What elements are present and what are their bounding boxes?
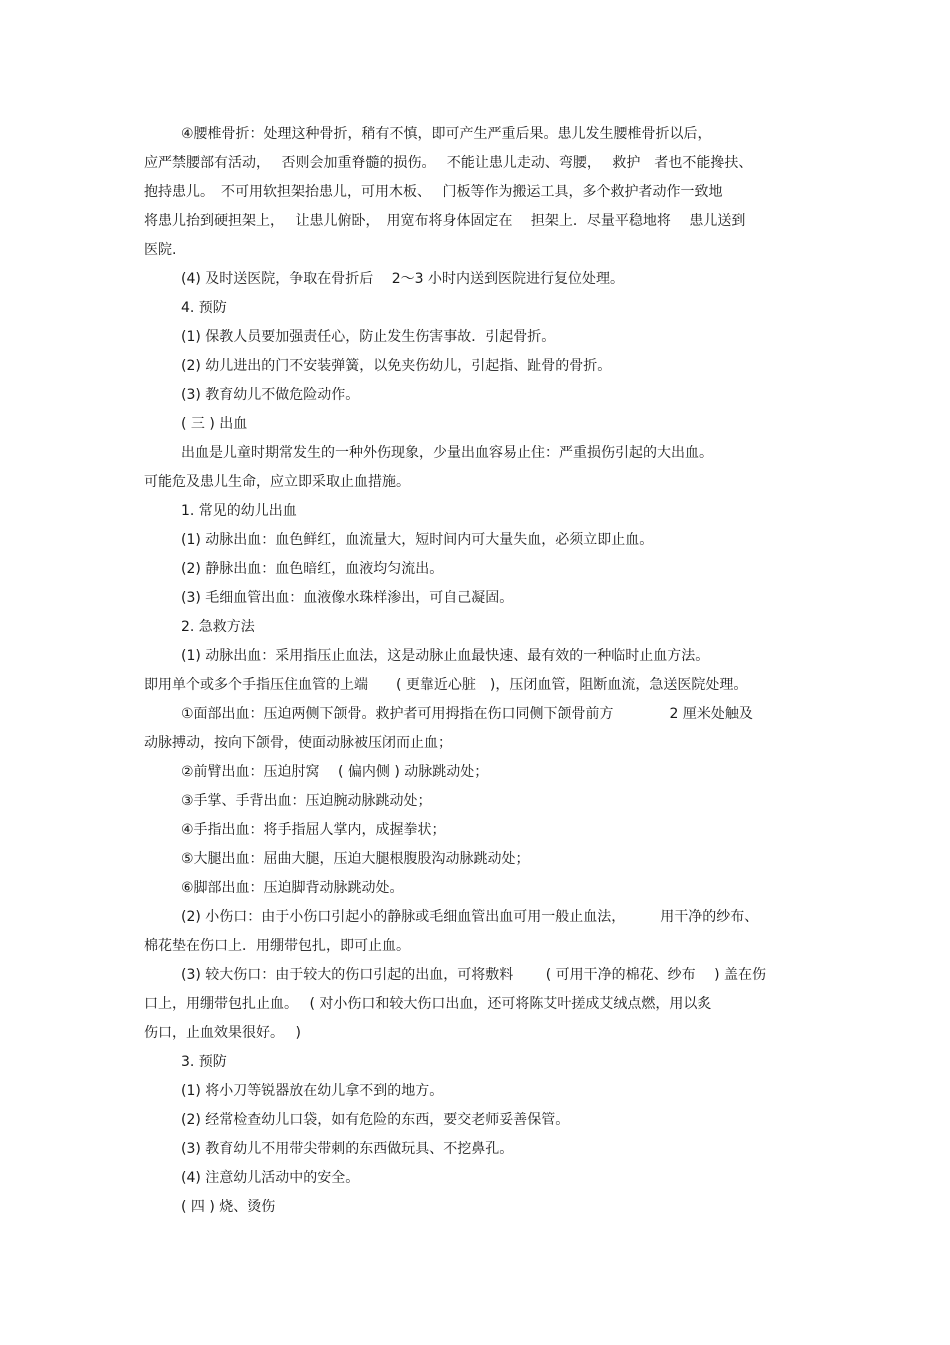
list-item: ④手指出血：将手指屈人掌内，成握拳状； [181,822,446,838]
section-heading: 1. 常见的幼儿出血 [181,503,297,519]
paragraph-line: 可能危及患儿生命，应立即采取止血措施。 [144,474,410,490]
paragraph-line: 医院. [144,242,177,258]
list-item: (3) 教育幼儿不用带尖带刺的东西做玩具、不挖鼻孔。 [181,1141,514,1157]
list-item: ②前臂出血：压迫肘窝 ( 偏内侧 ) 动脉跳动处； [181,764,489,780]
paragraph-line: 抱持患儿。 不可用软担架抬患儿，可用木板、 门板等作为搬运工具，多个救护者动作一致地 [144,184,723,200]
list-item: (1) 将小刀等锐器放在幼儿拿不到的地方。 [181,1083,444,1099]
list-item: ⑥脚部出血：压迫脚背动脉跳动处。 [181,880,404,896]
paragraph-line: 口上，用绷带包扎止血。 ( 对小伤口和较大伤口出血，还可将陈艾叶搓成艾绒点燃，用以炙 [144,996,712,1012]
list-item: (2) 静脉出血：血色暗红，血液均匀流出。 [181,561,444,577]
paragraph-line: 伤口，止血效果很好。 ) [144,1025,301,1041]
list-item: (3) 教育幼儿不做危险动作。 [181,387,360,403]
list-item: (4) 注意幼儿活动中的安全。 [181,1170,360,1186]
list-item: (1) 动脉出血：采用指压止血法，这是动脉止血最快速、最有效的一种临时止血方法。 [181,648,710,664]
paragraph-line: 应严禁腰部有活动， 否则会加重脊髓的损伤。 不能让患儿走动、弯腰， 救护 者也不能搀扶、 [144,155,753,171]
list-item: ③手掌、手背出血：压迫腕动脉跳动处； [181,793,432,809]
section-heading: 2. 急救方法 [181,619,255,635]
list-item: (3) 较大伤口：由于较大的伤口引起的出血，可将敷料 ( 可用干净的棉花、纱布 ) 盖在伤 [181,967,767,983]
paragraph-line: (4) 及时送医院，争取在骨折后 2～3 小时内送到医院进行复位处理。 [181,271,624,287]
list-item: (1) 保教人员要加强责任心，防止发生伤害事故．引起骨折。 [181,329,556,345]
paragraph-line: 出血是儿童时期常发生的一种外伤现象，少量出血容易止住：严重损伤引起的大出血。 [181,445,713,461]
list-item: (1) 动脉出血：血色鲜红，血流量大，短时间内可大量失血，必须立即止血。 [181,532,654,548]
section-heading: 3. 预防 [181,1054,227,1070]
list-item: (2) 经常检查幼儿口袋，如有危险的东西，要交老师妥善保管。 [181,1112,570,1128]
paragraph-line: ④腰椎骨折：处理这种骨折，稍有不慎，即可产生严重后果。患儿发生腰椎骨折以后， [181,126,712,142]
list-item: (3) 毛细血管出血：血液像水珠样渗出，可自己凝固。 [181,590,514,606]
list-item: (2) 小伤口：由于小伤口引起小的静脉或毛细血管出血可用一般止血法， 用干净的纱布、 [181,909,759,925]
section-heading: ( 三 ) 出血 [181,416,248,432]
paragraph-line: 将患儿抬到硬担架上， 让患儿俯卧， 用宽布将身体固定在 担架上．尽量平稳地将 患儿送到 [144,213,746,229]
list-item: (2) 幼儿进出的门不安装弹簧，以免夹伤幼儿，引起指、趾骨的骨折。 [181,358,612,374]
list-item: ①面部出血：压迫两侧下颌骨。救护者可用拇指在伤口同侧下颌骨前方 2 厘米处触及 [181,706,753,722]
paragraph-line: 动脉搏动，按向下颌骨，使面动脉被压闭而止血； [144,735,452,751]
paragraph-line: 即用单个或多个手指压住血管的上端 ( 更靠近心脏 )，压闭血管，阻断血流，急送医院处理。 [144,677,748,693]
list-item: ⑤大腿出血：屈曲大腿，压迫大腿根腹股沟动脉跳动处； [181,851,530,867]
section-heading: 4. 预防 [181,300,227,316]
paragraph-line: 棉花垫在伤口上．用绷带包扎，即可止血。 [144,938,410,954]
section-heading: ( 四 ) 烧、烫伤 [181,1199,276,1215]
